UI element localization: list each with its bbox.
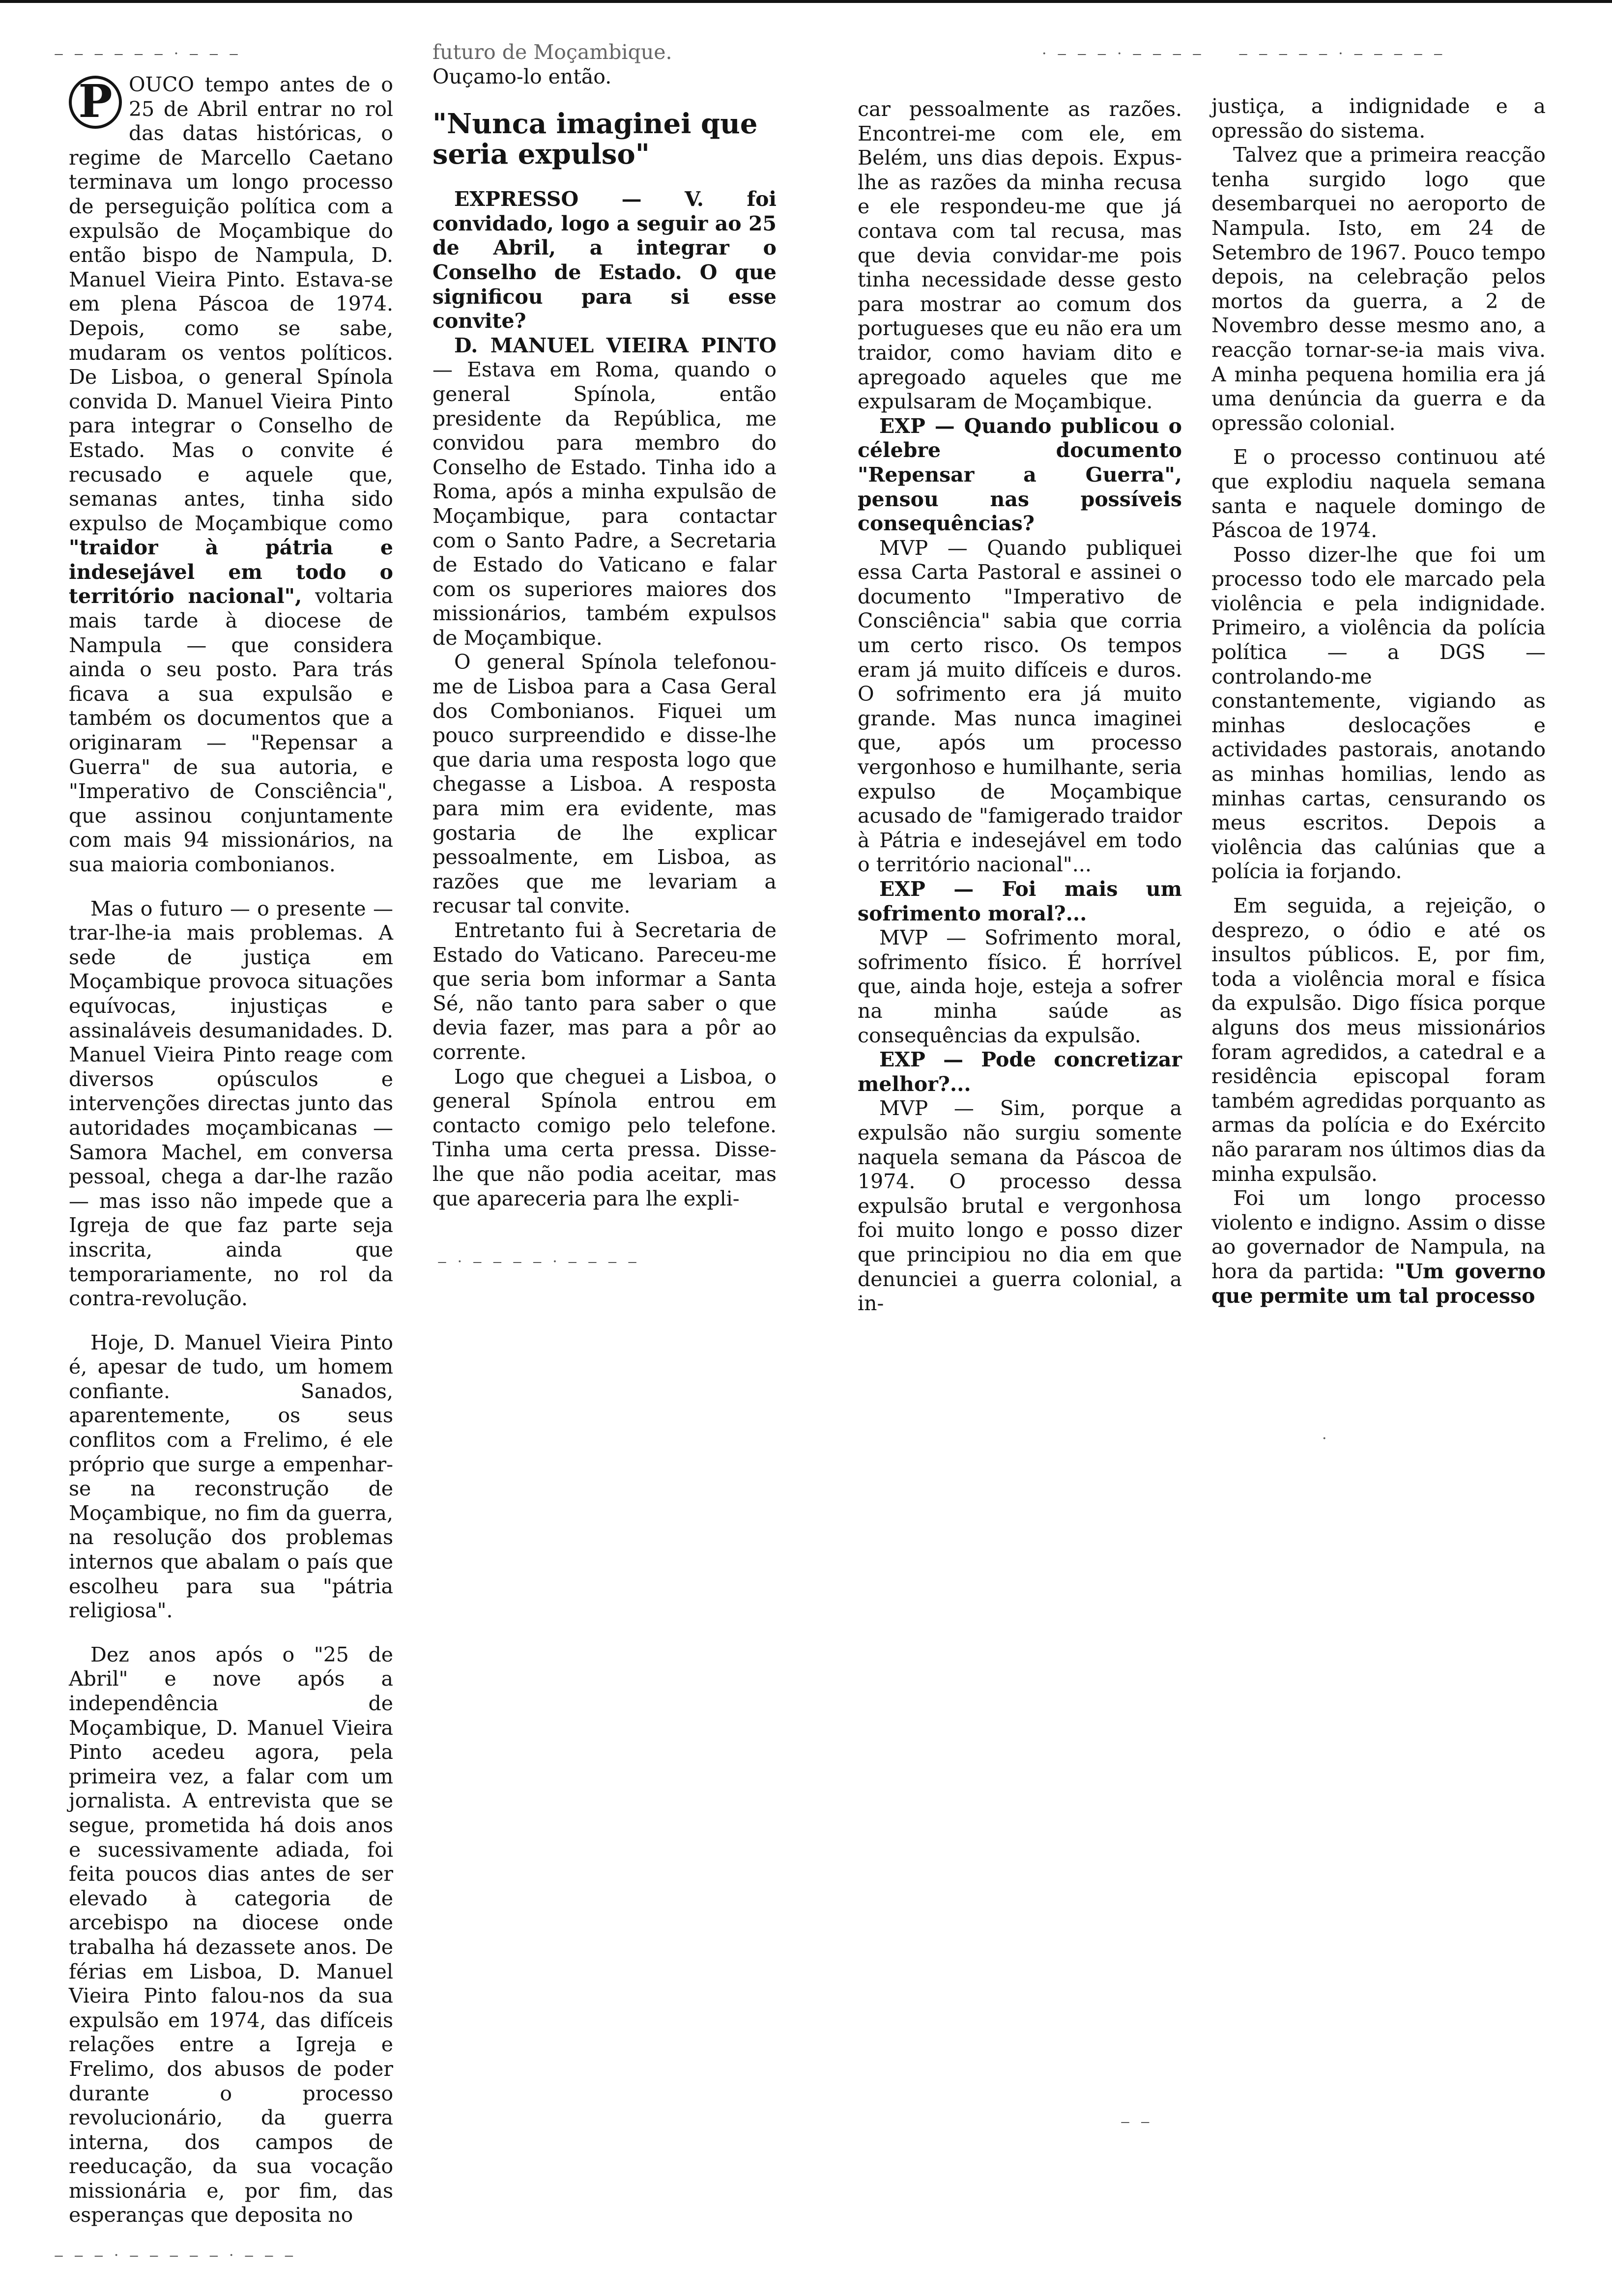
spacer: [432, 89, 777, 109]
answer-1-paragraph-4: Logo que cheguei a Lisboa, o general Spínola entrou em contacto comigo pelo telefone. Tinha uma certa pressa. Disse-lhe que não podia aceitar, mas que apareceria para lhe expli-: [432, 1064, 777, 1210]
answer-4-paragraph-4: Posso dizer-lhe que foi um processo todo ele marcado pela violência e pela indignidade. Primeiro, a violência da polícia política — a DGS — controlando-me constantemente, vigiando as minhas deslocações e actividades pastorais, anotando as minhas homilias, lendo as minhas cartas, censurando os meus escritos. Depois a violência das calúnias que a polícia ia forjando.: [1211, 543, 1546, 884]
answer-4: MVP — Sim, porque a expulsão não surgiu somente naquela semana da Páscoa de 1974. O processo dessa expulsão brutal e vergonhosa foi muito longo e posso dizer que principiou no dia em que denunciei a guerra colonial, a in-: [858, 1096, 1182, 1316]
answer-1-paragraph-3: Entretanto fui à Secretaria de Estado do Vaticano. Pareceu-me que seria bom informar a Santa Sé, não tanto para saber o que devia fazer, mas para a pôr ao corrente.: [432, 918, 777, 1064]
question-4: EXP — Pode concretizar melhor?...: [858, 1048, 1182, 1096]
intro-paragraph-2: Mas o futuro — o presente — trar-lhe-ia mais problemas. A sede de justiça em Moçambique provoca situações equívocas, injustiças e assinaláveis desumanidades. D. Manuel Vieira Pinto reage com diversos opúsculos e intervenções directas junto das autoridades moçambicanas — Samora Machel, em conversa pessoal, chega a dar-lhe razão — mas isso não impede que a Igreja de que faz parte seja inscrita, ainda que temporariamente, no rol da contra-revolução.: [69, 896, 393, 1311]
col2-top-line-1: futuro de Moçambique.: [432, 40, 672, 64]
question-3: EXP — Foi mais um sofrimento moral?...: [858, 877, 1182, 925]
answer-1-text: — Estava em Roma, quando o general Spínola, então presidente da República, me convidou para membro do Conselho de Estado. Tinha ido a Roma, após a minha expulsão de Moçambique, para contactar com o Santo Padre, a Secretaria de Estado do Vaticano e falar com os superiores maiores dos missionários, também expulsos de Moçambique.: [432, 358, 777, 650]
spacer: [432, 170, 777, 187]
interviewee-name: D. MANUEL VIEIRA PINTO: [454, 333, 777, 357]
spacer: [1211, 884, 1546, 894]
scan-noise-mark-2: ·: [1322, 1430, 1330, 1447]
spacer: [69, 1623, 393, 1643]
scan-noise-top-right: · ‒ ‒ ‒ · ‒ ‒ ‒ ‒: [1042, 45, 1205, 62]
intro-paragraph-1-end: voltaria mais tarde à diocese de Nampula — que considera ainda o seu posto. Para trás ficava a sua expulsão e também os documentos que a originaram — "Repensar a Guerra" de sua autoria, e "Imperativo de Consciência", que assinou conjuntamente com mais 94 missionários, na sua maioria combonianos.: [69, 584, 393, 876]
answer-1: [432, 334, 777, 651]
intro-paragraph-4: Dez anos após o "25 de Abril" e nove após a independência de Moçambique, D. Manuel Vieira Pinto acedeu agora, pela primeira vez, a falar com um jornalista. A entrevista que se segue, prometida há dois anos e sucessivamente adiada, foi feita poucos dias antes de ser elevado à categoria de arcebispo na diocese onde trabalha há dezassete anos. De férias em Lisboa, D. Manuel Vieira Pinto falou-nos da sua expulsão em 1974, das difíceis relações entre a Igreja e Frelimo, dos abusos de poder durante o processo revolucionário, da guerra interna, dos campos de reeducação, da sua vocação missionária e, por fim, das esperanças que deposita no: [69, 1642, 393, 2227]
col2-top-line-2: Ouçamo-lo então.: [432, 64, 612, 88]
answer-4-paragraph-5: Em seguida, a rejeição, o desprezo, o ódio e até os insultos públicos. E, por fim, toda a violência moral e física da expulsão. Digo física porque alguns dos meus missionários foram agredidos, a catedral e a residência episcopal foram também agredidas porquanto as armas da polícia e do Exército não pararam nos últimos dias da minha expulsão.: [1211, 894, 1546, 1186]
scan-noise-bottom-col1: ‒ ‒ ‒ · ‒ ‒ ‒ ‒ ‒ · ‒ ‒ ‒: [54, 2247, 297, 2264]
intro-paragraph-1: [69, 73, 393, 877]
scan-noise-bottom-col2: ‒ · ‒ ‒ ‒ ‒ · ‒ ‒ ‒ ‒: [437, 1253, 640, 1270]
answer-4-paragraph-6-text: Foi um longo processo violento e indigno. Assim o disse ao governador de Nampula, na hora da partida:: [1211, 1186, 1546, 1283]
scan-noise-top-left: ‒ ‒ ‒ ‒ ‒ ‒ · ‒ ‒ ‒: [54, 45, 242, 62]
answer-4-paragraph-6: [1211, 1186, 1546, 1308]
column-2: [432, 40, 777, 1211]
intro-paragraph-1-text: OUCO tempo antes de o 25 de Abril entrar no rol das datas históricas, o regime de Marcello Caetano terminava um longo processo de perseguição política com a expulsão de Moçambique do então bispo de Nampula, D. Manuel Vieira Pinto. Estava-se em plena Páscoa de 1974. Depois, como se sabe, mudaram os ventos políticos. De Lisboa, o general Spínola convida D. Manuel Vieira Pinto para integrar o Conselho de Estado. Mas o convite é recusado e aquele que, semanas antes, tinha sido expulso de Moçambique como: [69, 73, 393, 535]
scan-noise-top-right2: ‒ ‒ ‒ ‒ ‒ · ‒ ‒ ‒ ‒ ‒: [1238, 45, 1446, 62]
drop-cap: P: [69, 76, 122, 129]
scan-noise-mark: ‒ ‒: [1121, 2113, 1153, 2130]
answer-1-paragraph-2: O general Spínola telefonou-me de Lisboa para a Casa Geral dos Combonianos. Fiquei um pouco surpreendido e disse-lhe que daria uma resposta logo que chegasse a Lisboa. A resposta para mim era evidente, mas gostaria de lhe explicar pessoalmente, em Lisboa, as razões que me levariam a recusar tal convite.: [432, 650, 777, 918]
answer-4-paragraph-3: E o processo continuou até que explodiu naquela semana santa e naquele domingo de Páscoa de 1974.: [1211, 445, 1546, 543]
spacer: [69, 1311, 393, 1331]
top-border: [0, 0, 1612, 3]
answer-1-continued: car pessoalmente as razões. Encontrei-me com ele, em Belém, uns dias depois. Expus-lhe as razões da minha recusa e ele respondeu-me que já contava com tal recusa, mas que devia convidar-me pois tinha necessidade desse gesto para mostrar ao comum dos portugueses que eu não era um traidor, como haviam dito e apregoado aqueles que me expulsaram de Moçambique.: [858, 97, 1182, 414]
interview-headline: "Nunca imaginei que seria expulso": [432, 108, 758, 171]
column-3: [858, 97, 1182, 1316]
question-2: EXP — Quando publicou o célebre documento "Repensar a Guerra", pensou nas possíveis consequências?: [858, 414, 1182, 536]
spacer: [69, 877, 393, 897]
answer-4-paragraph-6-quote: "Um governo que permite um tal processo: [1211, 1259, 1546, 1308]
intro-paragraph-3: Hoje, D. Manuel Vieira Pinto é, apesar de tudo, um homem confiante. Sanados, aparentemente, os seus conflitos com a Frelimo, é ele próprio que surge a empenhar-se na reconstrução de Moçambique, no fim da guerra, na resolução dos problemas internos que abalam o país que escolheu para sua "pátria religiosa".: [69, 1330, 393, 1623]
spacer: [1211, 435, 1546, 445]
answer-4-continued: justiça, a indignidade e a opressão do sistema.: [1211, 94, 1546, 143]
column-4: [1211, 94, 1546, 1308]
answer-3: MVP — Sofrimento moral, sofrimento físico. É horrível que, ainda hoje, esteja a sofrer na minha saúde as consequências da expulsão.: [858, 926, 1182, 1047]
answer-4-paragraph-2: Talvez que a primeira reacção tenha surgido logo que desembarquei no aeroporto de Nampula. Isto, em 24 de Setembro de 1967. Pouco tempo depois, na celebração pelos mortos da guerra, a 2 de Novembro desse mesmo ano, a reacção tornar-se-ia mais viva. A minha pequena homilia era já uma denúncia da guerra e da opressão colonial.: [1211, 143, 1546, 435]
column-1: [69, 73, 393, 2228]
answer-2: MVP — Quando publiquei essa Carta Pastoral e assinei o documento "Imperativo de Consciência" sabia que corria um certo risco. Os tempos eram já muito difíceis e duros. O sofrimento era já muito grande. Mas nunca imaginei que, após um processo vergonhoso e humilhante, seria expulso de Moçambique acusado de "famigerado traidor à Pátria e indesejável em todo o território nacional"...: [858, 536, 1182, 877]
intro-paragraph-1-quote: "traidor à pátria e indesejável em todo o território nacional",: [69, 536, 393, 608]
question-1: EXPRESSO — V. foi convidado, logo a seguir ao 25 de Abril, a integrar o Conselho de Estado. O que significou para si esse convite?: [432, 187, 777, 333]
